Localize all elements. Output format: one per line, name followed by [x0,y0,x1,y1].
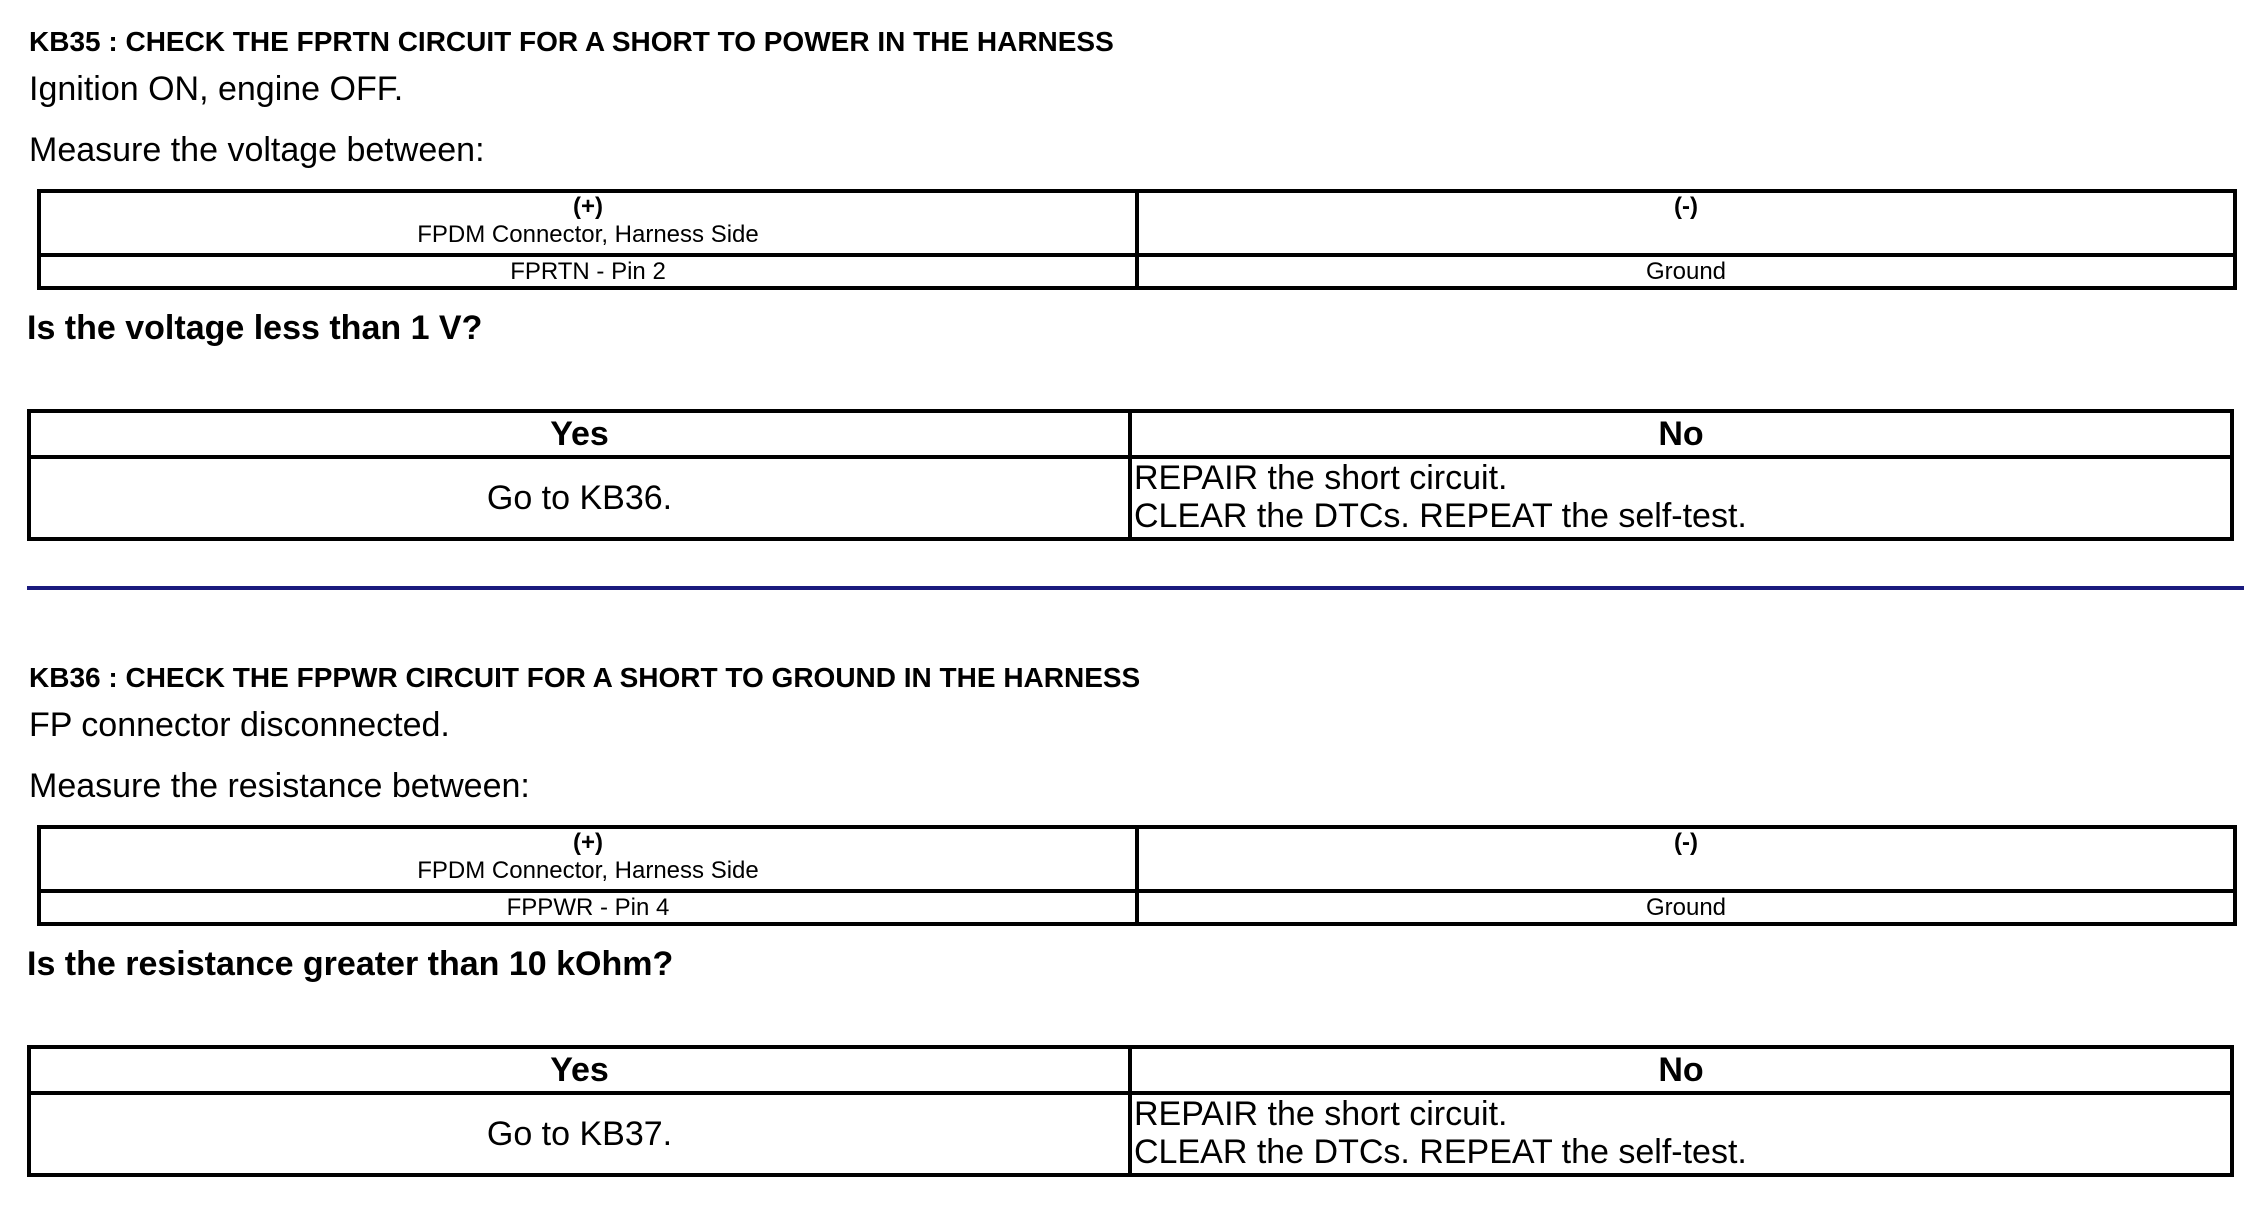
negative-sign: (-) [1674,829,1698,856]
measurement-table [37,825,2237,926]
no-action-line: CLEAR the DTCs. REPEAT the self-test. [1134,1133,1747,1171]
result-table [27,409,2234,541]
yes-header: Yes [29,1047,1130,1093]
positive-probe-header [39,191,1137,255]
negative-sign: (-) [1674,193,1698,220]
step-instruction: Measure the resistance between: [29,767,530,805]
measurement-table [37,189,2237,290]
step-condition: FP connector disconnected. [29,706,450,744]
step-question: Is the resistance greater than 10 kOhm? [27,945,674,983]
step-question: Is the voltage less than 1 V? [27,309,483,347]
yes-header: Yes [29,411,1130,457]
negative-pin-cell: Ground [1137,255,2235,288]
step-instruction: Measure the voltage between: [29,131,485,169]
no-action [1130,1093,2232,1175]
negative-pin-cell: Ground [1137,891,2235,924]
no-action [1130,457,2232,539]
positive-pin-cell: FPRTN - Pin 2 [39,255,1137,288]
section-divider [27,586,2244,590]
yes-action: Go to KB36. [29,457,1130,539]
step-title: KB35 : CHECK THE FPRTN CIRCUIT FOR A SHORT TO POWER IN THE HARNESS [29,26,1114,57]
no-header: No [1130,411,2232,457]
positive-sign: (+) [573,193,603,220]
positive-pin-cell: FPPWR - Pin 4 [39,891,1137,924]
no-action-line: CLEAR the DTCs. REPEAT the self-test. [1134,497,1747,535]
negative-probe-header [1137,827,2235,891]
negative-probe-header [1137,191,2235,255]
no-header: No [1130,1047,2232,1093]
no-action-line: REPAIR the short circuit. [1134,459,1508,497]
positive-probe-header [39,827,1137,891]
positive-probe-label: FPDM Connector, Harness Side [417,221,759,248]
no-action-line: REPAIR the short circuit. [1134,1095,1508,1133]
yes-action: Go to KB37. [29,1093,1130,1175]
result-table [27,1045,2234,1177]
positive-sign: (+) [573,829,603,856]
step-title: KB36 : CHECK THE FPPWR CIRCUIT FOR A SHORT TO GROUND IN THE HARNESS [29,662,1141,693]
step-condition: Ignition ON, engine OFF. [29,70,404,108]
positive-probe-label: FPDM Connector, Harness Side [417,857,759,884]
